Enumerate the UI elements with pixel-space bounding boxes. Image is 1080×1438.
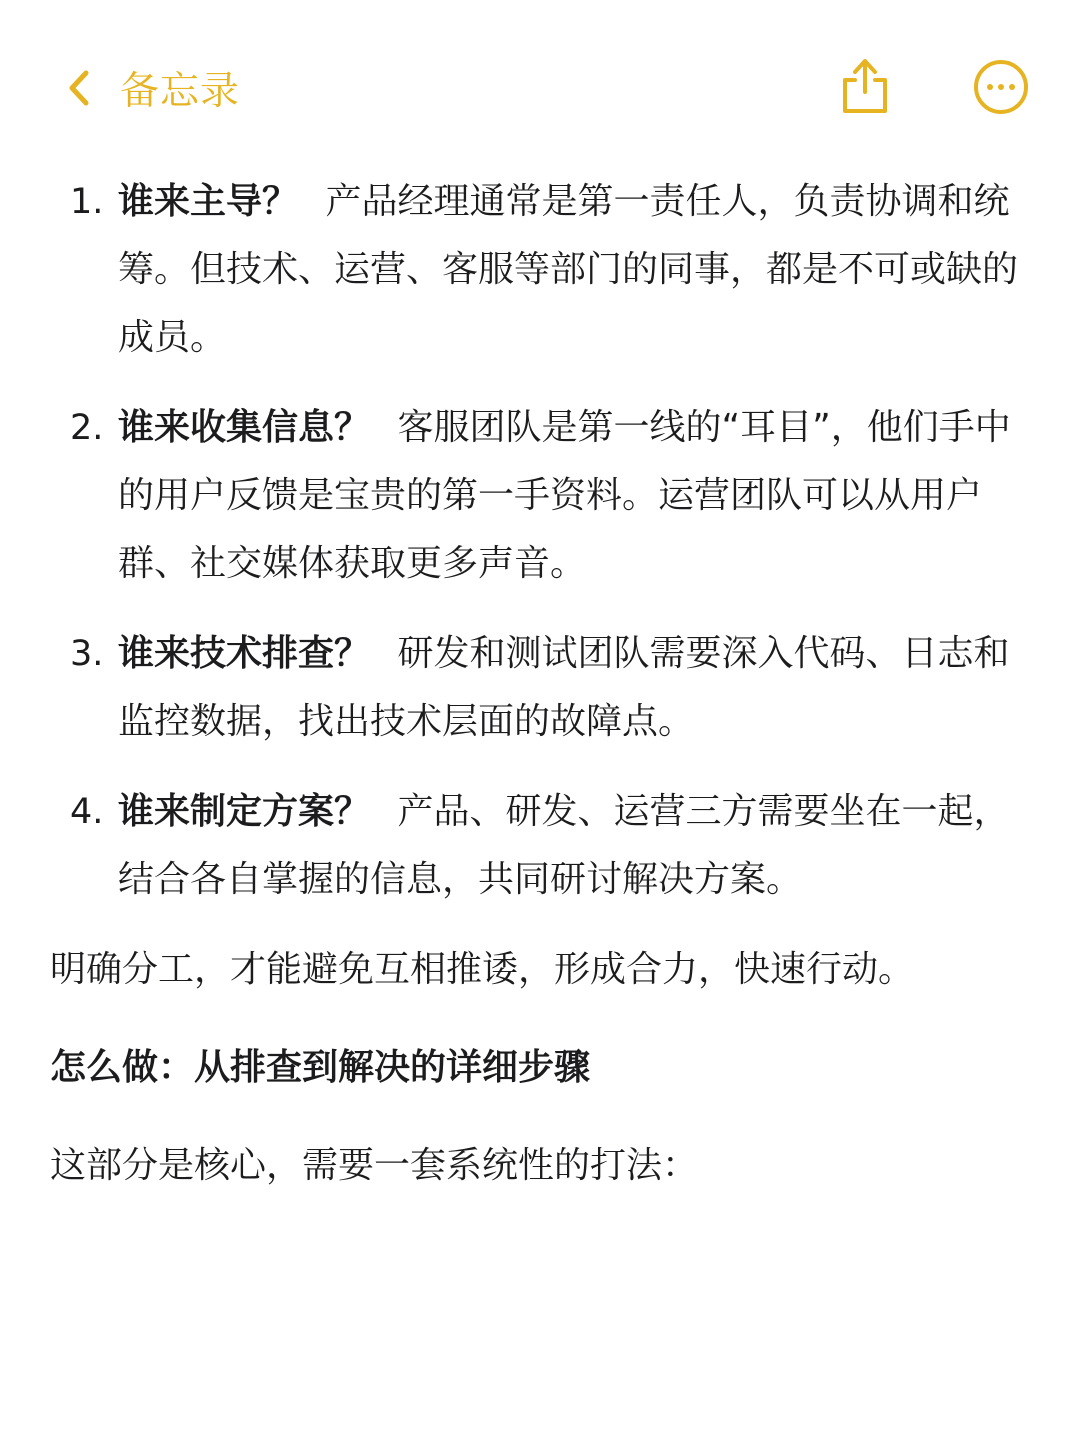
- list-number: 2.: [70, 408, 104, 448]
- list-item-body: 客服团队是第一线的“耳目”，他们手中的用户反馈是宝贵的第一手资料。运营团队可以从用户群、社交媒体获取更多声音。: [118, 407, 1011, 584]
- list-item-body: 产品经理通常是第一责任人，负责协调和统筹。但技术、运营、客服等部门的同事，都是不可或缺的成员。: [118, 181, 1019, 358]
- navigation-bar: [0, 0, 1080, 170]
- list-item-lead: 谁来收集信息？: [118, 407, 371, 448]
- list-item: [50, 778, 1035, 914]
- back-label: 备忘录: [120, 69, 241, 114]
- list-item: [50, 620, 1035, 756]
- list-item: [50, 394, 1035, 598]
- list-item-lead: 谁来制定方案？: [118, 791, 371, 832]
- list-number: 1.: [70, 182, 104, 222]
- list-number: 4.: [70, 792, 104, 832]
- note-content[interactable]: [50, 168, 1035, 1200]
- paragraph: 这部分是核心，需要一套系统性的打法：: [50, 1145, 699, 1186]
- section-heading: 怎么做：从排查到解决的详细步骤: [50, 1047, 591, 1088]
- share-icon[interactable]: [838, 56, 892, 116]
- more-icon[interactable]: [973, 59, 1029, 115]
- list-item-lead: 谁来技术排查？: [118, 633, 371, 674]
- numbered-list: [50, 168, 1035, 914]
- list-item: [50, 168, 1035, 372]
- list-number: 3.: [70, 634, 104, 674]
- back-button[interactable]: [62, 60, 240, 116]
- list-item-lead: 谁来主导？: [118, 181, 299, 222]
- paragraph: 明确分工，才能避免互相推诿，形成合力，快速行动。: [50, 949, 915, 990]
- list-item-body: 研发和测试团队需要深入代码、日志和监控数据，找出技术层面的故障点。: [118, 633, 1010, 742]
- chevron-left-icon: [62, 65, 96, 111]
- list-item-body: 产品、研发、运营三方需要坐在一起，结合各自掌握的信息，共同研讨解决方案。: [118, 791, 1010, 900]
